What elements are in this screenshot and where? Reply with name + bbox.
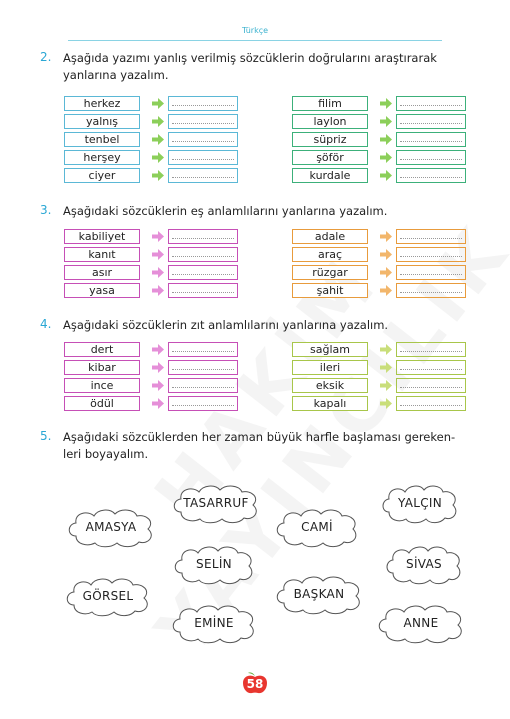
word-box: laylon bbox=[292, 114, 368, 129]
arrow-right-icon bbox=[152, 170, 164, 181]
word-box: ödül bbox=[64, 396, 140, 411]
cloud-label: EMİNE bbox=[194, 616, 234, 630]
cloud-label: BAŞKAN bbox=[293, 587, 345, 601]
word-box: kurdale bbox=[292, 168, 368, 183]
answer-box[interactable] bbox=[168, 150, 238, 165]
cloud-label: ANNE bbox=[403, 616, 439, 630]
arrow-right-icon bbox=[380, 249, 392, 260]
word-box: adale bbox=[292, 229, 368, 244]
answer-box[interactable] bbox=[396, 132, 466, 147]
answer-box[interactable] bbox=[396, 378, 466, 393]
word-box: kabiliyet bbox=[64, 229, 140, 244]
arrow-right-icon bbox=[152, 152, 164, 163]
answer-box[interactable] bbox=[396, 396, 466, 411]
word-cloud[interactable] bbox=[170, 543, 258, 585]
answer-box[interactable] bbox=[168, 168, 238, 183]
word-box: süpriz bbox=[292, 132, 368, 147]
answer-box[interactable] bbox=[396, 265, 466, 280]
arrow-right-icon bbox=[380, 267, 392, 278]
q3-text: Aşağıdaki sözcüklerin eş anlamlılarını yanlarına yazalım. bbox=[63, 204, 388, 218]
answer-box[interactable] bbox=[396, 342, 466, 357]
word-cloud[interactable] bbox=[272, 573, 366, 615]
arrow-right-icon bbox=[380, 362, 392, 373]
header-divider bbox=[68, 40, 442, 41]
word-box: şöför bbox=[292, 150, 368, 165]
answer-box[interactable] bbox=[168, 378, 238, 393]
arrow-right-icon bbox=[380, 344, 392, 355]
cloud-label: YALÇIN bbox=[398, 496, 442, 510]
answer-box[interactable] bbox=[396, 360, 466, 375]
word-box: sağlam bbox=[292, 342, 368, 357]
q5-number: 5. bbox=[40, 429, 52, 443]
word-cloud[interactable] bbox=[382, 543, 466, 585]
answer-box[interactable] bbox=[168, 283, 238, 298]
word-cloud[interactable] bbox=[378, 482, 462, 524]
word-box: dert bbox=[64, 342, 140, 357]
word-box: herşey bbox=[64, 150, 140, 165]
word-box: ince bbox=[64, 378, 140, 393]
arrow-right-icon bbox=[152, 398, 164, 409]
arrow-right-icon bbox=[380, 98, 392, 109]
q2-text-line2: yanlarına yazalım. bbox=[63, 68, 169, 82]
word-cloud[interactable] bbox=[272, 506, 362, 548]
arrow-right-icon bbox=[380, 152, 392, 163]
word-box: ileri bbox=[292, 360, 368, 375]
page-number-badge bbox=[240, 671, 270, 695]
arrow-right-icon bbox=[152, 231, 164, 242]
word-cloud[interactable] bbox=[169, 482, 263, 524]
cloud-label: AMASYA bbox=[85, 520, 137, 534]
word-box: tenbel bbox=[64, 132, 140, 147]
cloud-label: CAMİ bbox=[301, 520, 333, 534]
arrow-right-icon bbox=[152, 98, 164, 109]
answer-box[interactable] bbox=[396, 150, 466, 165]
cloud-label: SELİN bbox=[196, 557, 232, 571]
q4-number: 4. bbox=[40, 317, 52, 331]
arrow-right-icon bbox=[152, 134, 164, 145]
cloud-label: SİVAS bbox=[406, 557, 442, 571]
answer-box[interactable] bbox=[168, 247, 238, 262]
q5-text-line2: leri boyayalım. bbox=[63, 447, 149, 461]
q2-number: 2. bbox=[40, 50, 52, 64]
arrow-right-icon bbox=[152, 362, 164, 373]
answer-box[interactable] bbox=[168, 360, 238, 375]
word-cloud[interactable] bbox=[62, 575, 154, 617]
word-box: filim bbox=[292, 96, 368, 111]
answer-box[interactable] bbox=[168, 396, 238, 411]
answer-box[interactable] bbox=[396, 247, 466, 262]
answer-box[interactable] bbox=[396, 114, 466, 129]
word-box: araç bbox=[292, 247, 368, 262]
page-header-title: Türkçe bbox=[241, 26, 269, 35]
arrow-right-icon bbox=[380, 380, 392, 391]
q2-text-line1: Aşağıda yazımı yanlış verilmiş sözcüklerin doğrularını araştırarak bbox=[63, 51, 437, 65]
word-box: yalnış bbox=[64, 114, 140, 129]
word-box: asır bbox=[64, 265, 140, 280]
arrow-right-icon bbox=[380, 398, 392, 409]
arrow-right-icon bbox=[380, 285, 392, 296]
arrow-right-icon bbox=[380, 170, 392, 181]
word-box: rüzgar bbox=[292, 265, 368, 280]
q3-number: 3. bbox=[40, 203, 52, 217]
answer-box[interactable] bbox=[396, 96, 466, 111]
word-box: herkez bbox=[64, 96, 140, 111]
q4-text: Aşağıdaki sözcüklerin zıt anlamlılarını yanlarına yazalım. bbox=[63, 318, 389, 332]
cloud-label: TASARRUF bbox=[183, 496, 249, 510]
answer-box[interactable] bbox=[168, 342, 238, 357]
arrow-right-icon bbox=[380, 231, 392, 242]
word-cloud[interactable] bbox=[374, 602, 468, 644]
page-number: 58 bbox=[246, 677, 264, 691]
arrow-right-icon bbox=[380, 116, 392, 127]
arrow-right-icon bbox=[152, 116, 164, 127]
arrow-right-icon bbox=[152, 249, 164, 260]
arrow-right-icon bbox=[152, 380, 164, 391]
word-box: ciyer bbox=[64, 168, 140, 183]
answer-box[interactable] bbox=[396, 168, 466, 183]
answer-box[interactable] bbox=[168, 132, 238, 147]
word-box: kanıt bbox=[64, 247, 140, 262]
word-cloud[interactable] bbox=[168, 602, 260, 644]
word-box: kapalı bbox=[292, 396, 368, 411]
answer-box[interactable] bbox=[396, 229, 466, 244]
word-box: şahit bbox=[292, 283, 368, 298]
word-cloud[interactable] bbox=[64, 506, 158, 548]
arrow-right-icon bbox=[152, 344, 164, 355]
arrow-right-icon bbox=[152, 267, 164, 278]
word-box: eksik bbox=[292, 378, 368, 393]
cloud-label: GÖRSEL bbox=[82, 589, 134, 603]
answer-box[interactable] bbox=[168, 96, 238, 111]
answer-box[interactable] bbox=[168, 229, 238, 244]
arrow-right-icon bbox=[152, 285, 164, 296]
answer-box[interactable] bbox=[396, 283, 466, 298]
arrow-right-icon bbox=[380, 134, 392, 145]
answer-box[interactable] bbox=[168, 114, 238, 129]
q5-text-line1: Aşağıdaki sözcüklerden her zaman büyük harfle başlaması gereken- bbox=[63, 430, 456, 444]
word-box: yasa bbox=[64, 283, 140, 298]
word-box: kibar bbox=[64, 360, 140, 375]
answer-box[interactable] bbox=[168, 265, 238, 280]
